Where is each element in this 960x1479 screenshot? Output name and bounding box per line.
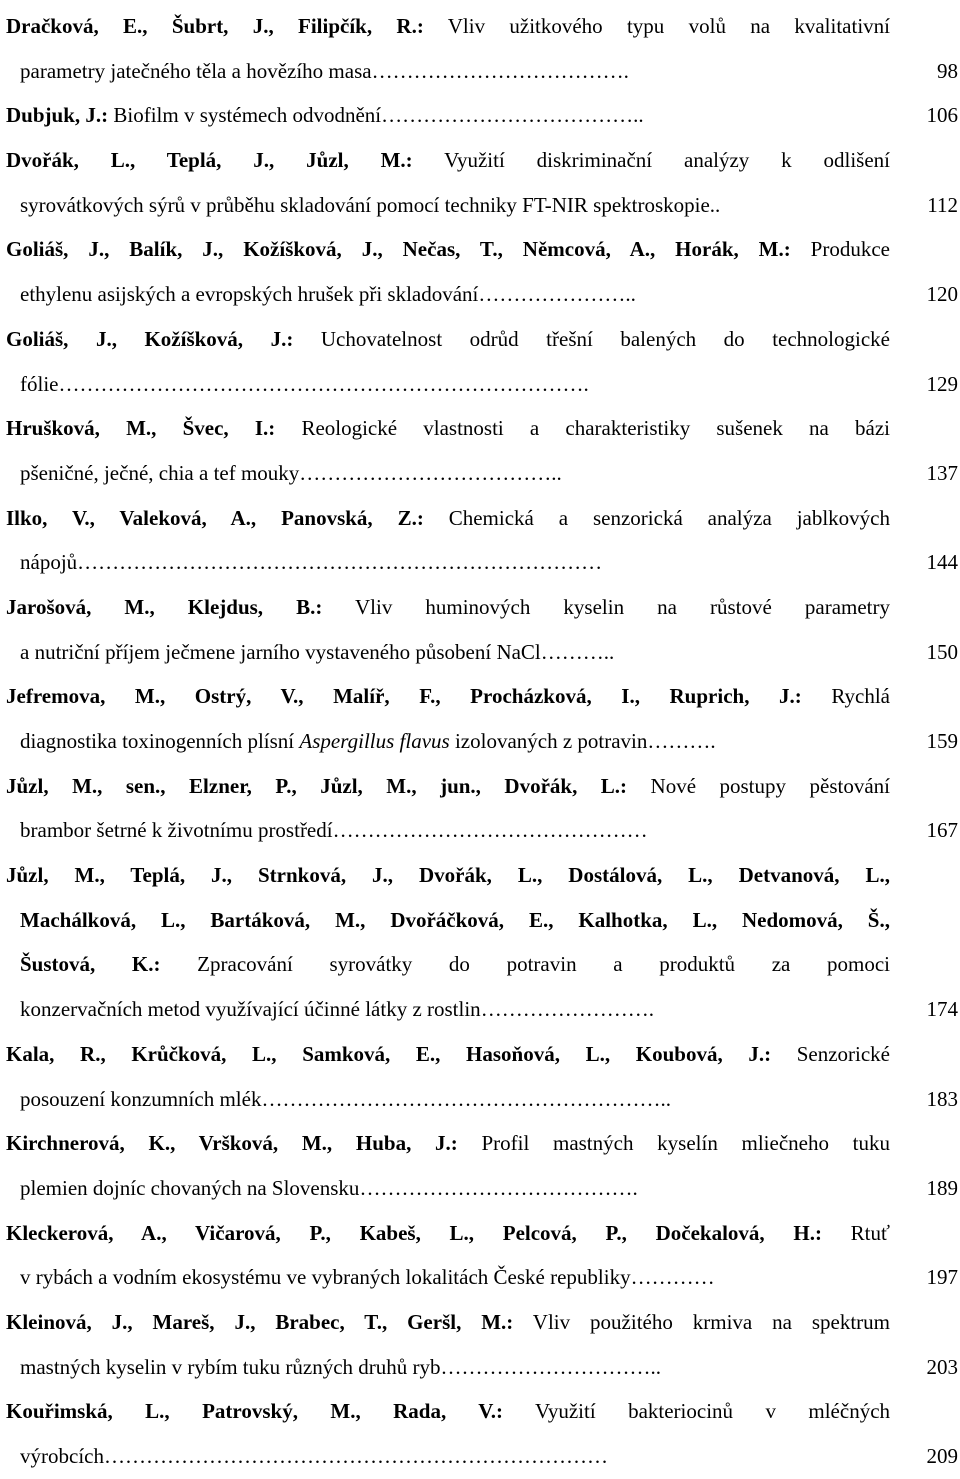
entry-authors: Machálková, L., Bartáková, M., Dvořáčková, E., Kalhotka, L., Nedomová, Š., bbox=[20, 907, 890, 932]
page-number[interactable]: 209 bbox=[926, 1444, 958, 1468]
entry-authors: Jefremova, M., Ostrý, V., Malíř, F., Procházková, I., Ruprich, J.: bbox=[6, 684, 802, 709]
entry-line bbox=[0, 630, 960, 675]
entry-line bbox=[0, 898, 960, 943]
entry-title: v rybách a vodním ekosystému ve vybraných lokalitách České republiky bbox=[20, 1265, 631, 1290]
entry-line bbox=[0, 853, 960, 898]
entry-line bbox=[0, 272, 960, 317]
entry-authors: Dvořák, L., Teplá, J., Jůzl, M.: bbox=[6, 148, 413, 173]
entry-line bbox=[0, 1166, 960, 1211]
dot-leader: ……………………………………… bbox=[332, 818, 648, 843]
dot-leader: ………………………………………………………………… bbox=[77, 550, 603, 575]
entry-title: Rtuť bbox=[821, 1220, 890, 1245]
entry-title: Nové postupy pěstování bbox=[627, 773, 890, 798]
entry-authors: Jarošová, M., Klejdus, B.: bbox=[6, 594, 323, 619]
entry-title: pšeničné, ječné, chia a tef mouky bbox=[20, 460, 300, 485]
entry-line bbox=[0, 496, 960, 541]
entry-title: syrovátkových sýrů v průběhu skladování pomocí techniky FT-NIR spektroskopie. bbox=[20, 192, 716, 217]
toc-entry bbox=[0, 496, 960, 585]
entry-authors: Dračková, E., Šubrt, J., Filipčík, R.: bbox=[6, 14, 424, 38]
entry-line bbox=[0, 987, 960, 1032]
toc-entry bbox=[0, 227, 960, 316]
entry-authors: Kleckerová, A., Vičarová, P., Kabeš, L., Pelcová, P., Dočekalová, H.: bbox=[6, 1220, 822, 1245]
entry-authors: Jůzl, M., Teplá, J., Strnková, J., Dvořák, L., Dostálová, L., Detvanová, L., bbox=[6, 863, 890, 888]
entry-line bbox=[0, 227, 960, 272]
page-number[interactable]: 129 bbox=[926, 371, 958, 396]
entry-authors: Kouřimská, L., Patrovský, M., Rada, V.: bbox=[6, 1399, 503, 1424]
toc-entry bbox=[0, 1211, 960, 1300]
entry-title: Využití bakteriocinů v mléčných bbox=[502, 1399, 891, 1424]
toc-entry bbox=[0, 764, 960, 853]
entry-authors: Hrušková, M., Švec, I.: bbox=[6, 416, 276, 441]
entry-line bbox=[0, 138, 960, 183]
entry-line bbox=[0, 1300, 960, 1345]
entry-title: Senzorické bbox=[771, 1041, 890, 1066]
entry-line bbox=[0, 317, 960, 362]
entry-line bbox=[0, 406, 960, 451]
dot-leader: ………………………….. bbox=[440, 1354, 662, 1379]
entry-title: Produkce bbox=[790, 237, 890, 262]
entry-line bbox=[0, 93, 960, 138]
entry-title: brambor šetrné k životnímu prostředí bbox=[20, 818, 333, 843]
entry-title: izolovaných z potravin bbox=[449, 729, 648, 753]
page-number[interactable]: 137 bbox=[926, 460, 958, 485]
entry-authors: Dubjuk, J.: bbox=[6, 103, 109, 128]
entry-line bbox=[0, 1255, 960, 1300]
entry-title: Vliv užitkového typu volů na kvalitativní bbox=[423, 14, 890, 38]
entry-title: Vliv huminových kyselin na růstové parametry bbox=[322, 594, 890, 619]
entry-title: diagnostika toxinogenních plísní bbox=[20, 729, 300, 753]
entry-authors: Jůzl, M., sen., Elzner, P., Jůzl, M., jun., Dvořák, L.: bbox=[6, 773, 628, 798]
dot-leader: . bbox=[715, 192, 721, 217]
entry-line bbox=[0, 808, 960, 853]
entry-line bbox=[0, 1211, 960, 1256]
toc-entry bbox=[0, 138, 960, 227]
toc-entry bbox=[0, 406, 960, 495]
dot-leader: …………………………………. bbox=[359, 1175, 638, 1200]
entry-title: Využití diskriminační analýzy k odlišení bbox=[412, 148, 891, 173]
entry-line bbox=[0, 362, 960, 407]
entry-line bbox=[0, 540, 960, 585]
entry-title: Vliv použitého krmiva na spektrum bbox=[513, 1309, 890, 1334]
entry-title: plemien dojníc chovaných na Slovensku bbox=[20, 1175, 360, 1200]
toc-entry bbox=[0, 585, 960, 674]
toc-entry bbox=[0, 4, 960, 93]
entry-authors: Šustová, K.: bbox=[20, 952, 161, 977]
dot-leader: ……………………………….. bbox=[381, 103, 644, 128]
dot-leader: …………………………………………………………………. bbox=[58, 371, 589, 396]
entry-title: Profil mastných kyselín mliečneho tuku bbox=[457, 1131, 891, 1156]
toc-entry bbox=[0, 1032, 960, 1121]
page-number[interactable]: 98 bbox=[937, 58, 958, 83]
dot-leader: ……………………………………………………………… bbox=[103, 1444, 608, 1468]
toc-entry bbox=[0, 1389, 960, 1478]
toc-entry bbox=[0, 674, 960, 763]
dot-leader: ………………………………. bbox=[371, 58, 629, 83]
toc-entry bbox=[0, 317, 960, 406]
entry-line bbox=[0, 942, 960, 987]
entry-title: mastných kyselin v rybím tuku různých druhů ryb bbox=[20, 1354, 441, 1379]
entry-line bbox=[0, 1077, 960, 1122]
entry-authors: Kleinová, J., Mareš, J., Brabec, T., Geršl, M.: bbox=[6, 1309, 514, 1334]
entry-line bbox=[0, 183, 960, 228]
entry-line bbox=[0, 1121, 960, 1166]
entry-title: parametry jatečného těla a hovězího masa bbox=[20, 58, 372, 83]
page-number[interactable]: 144 bbox=[926, 550, 958, 575]
entry-line bbox=[0, 1389, 960, 1434]
entry-authors: Kala, R., Krůčková, L., Samková, E., Hasoňová, L., Koubová, J.: bbox=[6, 1041, 772, 1066]
dot-leader: ………………….. bbox=[478, 282, 636, 307]
entry-line bbox=[0, 585, 960, 630]
entry-title: a nutriční příjem ječmene jarního vystaveného působení NaCl bbox=[20, 639, 541, 664]
entry-title: Biofilm v systémech odvodnění bbox=[108, 103, 382, 128]
page-number[interactable]: 174 bbox=[926, 997, 958, 1022]
entry-title: fólie bbox=[20, 371, 59, 396]
entry-title: Zpracování syrovátky do potravin a produktů za pomoci bbox=[160, 952, 890, 977]
entry-title: ethylenu asijských a evropských hrušek při skladování bbox=[20, 282, 479, 307]
page-number[interactable]: 167 bbox=[926, 818, 958, 843]
entry-title: výrobcích bbox=[20, 1444, 104, 1468]
dot-leader: ………. bbox=[647, 729, 716, 753]
page-number[interactable]: 120 bbox=[926, 282, 958, 307]
page-number[interactable]: 183 bbox=[926, 1086, 958, 1111]
entry-title: Rychlá bbox=[801, 684, 890, 709]
entry-line bbox=[0, 1345, 960, 1390]
species-name: Aspergillus flavus bbox=[299, 729, 450, 753]
page-number[interactable]: 197 bbox=[926, 1265, 958, 1290]
entry-authors: Goliáš, J., Balík, J., Kožíšková, J., Nečas, T., Němcová, A., Horák, M.: bbox=[6, 237, 791, 262]
toc-entry bbox=[0, 93, 960, 138]
entry-title: Uchovatelnost odrůd třešní balených do technologické bbox=[293, 326, 890, 351]
entry-line bbox=[0, 674, 960, 719]
entry-title: nápojů bbox=[20, 550, 78, 575]
page-number[interactable]: 189 bbox=[926, 1175, 958, 1200]
entry-title: Reologické vlastnosti a charakteristiky sušenek na bázi bbox=[275, 416, 890, 441]
entry-line bbox=[0, 719, 960, 764]
dot-leader: ……………………………….. bbox=[299, 460, 562, 485]
page-number[interactable]: 106 bbox=[926, 103, 958, 128]
dot-leader: ……….. bbox=[540, 639, 615, 664]
entry-title: konzervačních metod využívající účinné látky z rostlin bbox=[20, 997, 481, 1022]
entry-line bbox=[0, 1434, 960, 1479]
entry-line bbox=[0, 1032, 960, 1077]
entry-line bbox=[0, 49, 960, 94]
toc-entry bbox=[0, 853, 960, 1032]
dot-leader: ………… bbox=[630, 1265, 715, 1290]
entry-authors: Goliáš, J., Kožíšková, J.: bbox=[6, 326, 294, 351]
entry-authors: Ilko, V., Valeková, A., Panovská, Z.: bbox=[6, 505, 424, 530]
entry-title: Chemická a senzorická analýza jablkových bbox=[423, 505, 890, 530]
entry-authors: Kirchnerová, K., Vršková, M., Huba, J.: bbox=[6, 1131, 458, 1156]
entry-line bbox=[0, 451, 960, 496]
dot-leader: ………………………………………………….. bbox=[261, 1086, 671, 1111]
page-number[interactable]: 159 bbox=[926, 729, 958, 753]
page-number[interactable]: 112 bbox=[927, 192, 958, 217]
page-number[interactable]: 203 bbox=[926, 1354, 958, 1379]
page-number[interactable]: 150 bbox=[926, 639, 958, 664]
toc-entry bbox=[0, 1300, 960, 1389]
entry-line bbox=[0, 4, 960, 49]
toc-entry bbox=[0, 1121, 960, 1210]
entry-line bbox=[0, 764, 960, 809]
dot-leader: ……………………. bbox=[480, 997, 654, 1022]
entry-title: posouzení konzumních mlék bbox=[20, 1086, 262, 1111]
